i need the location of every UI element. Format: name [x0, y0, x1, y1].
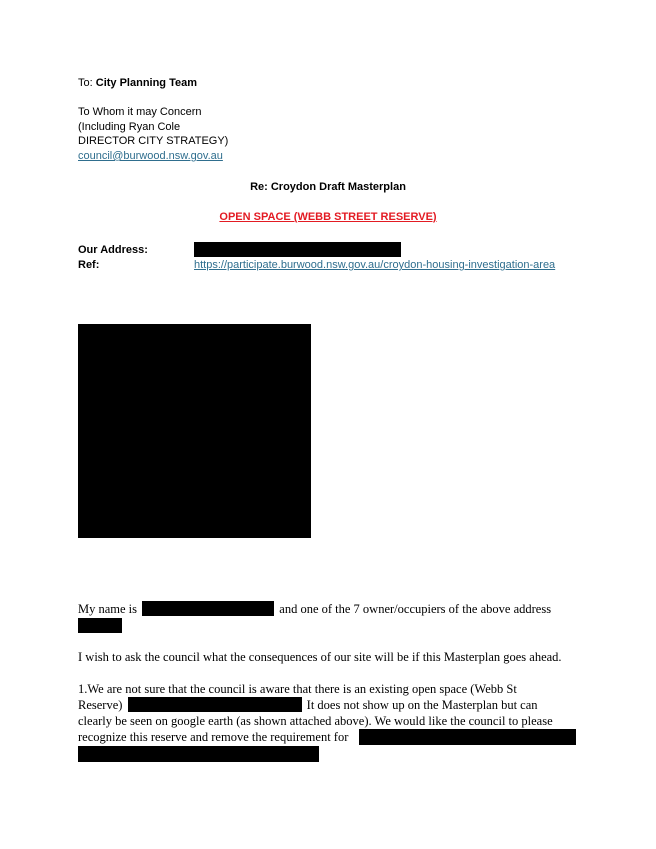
including-line: (Including Ryan Cole [78, 121, 181, 133]
p3-line4-start: recognize this reserve and remove the requirement for [78, 730, 349, 744]
redacted-address [194, 242, 401, 257]
paragraph-question: I wish to ask the council what the consequences of our site will be if this Masterplan goes ahead. [78, 650, 562, 664]
subject-line: Re: Croydon Draft Masterplan [250, 181, 406, 193]
paragraph-name [78, 601, 551, 617]
director-title: DIRECTOR CITY STRATEGY) [78, 135, 229, 147]
salutation: To Whom it may Concern [78, 106, 202, 118]
redacted-unit [78, 618, 122, 633]
paragraph-reserve-line-2 [78, 697, 538, 713]
council-email-link[interactable]: council@burwood.nsw.gov.au [78, 150, 223, 162]
p3-line2-end: It does not show up on the Masterplan but can [306, 698, 538, 712]
redacted-image [78, 324, 311, 538]
address-label: Our Address: [78, 244, 148, 256]
redacted-name [142, 601, 274, 616]
ref-url-link[interactable]: https://participate.burwood.nsw.gov.au/croydon-housing-investigation-area [194, 259, 556, 271]
recipient-name: City Planning Team [95, 77, 198, 89]
p1-start-text: My name is [78, 602, 138, 616]
p3-line2-start: Reserve) [78, 698, 123, 712]
subject-topic: OPEN SPACE (WEBB STREET RESERVE) [219, 211, 437, 223]
redacted-requirement-cont [78, 746, 319, 762]
paragraph-reserve-line-1: 1.We are not sure that the council is aware that there is an existing open space (Webb St [78, 682, 517, 696]
redacted-requirement [359, 729, 576, 745]
ref-label: Ref: [78, 259, 100, 271]
paragraph-reserve-line-4 [78, 729, 348, 745]
recipient-line [78, 76, 197, 91]
paragraph-reserve-line-3: clearly be seen on google earth (as shown attached above). We would like the council to please [78, 714, 553, 728]
p1-end-text: and one of the 7 owner/occupiers of the above address [279, 602, 552, 616]
to-prefix: To: [78, 77, 93, 89]
redacted-reserve-detail [128, 697, 302, 712]
